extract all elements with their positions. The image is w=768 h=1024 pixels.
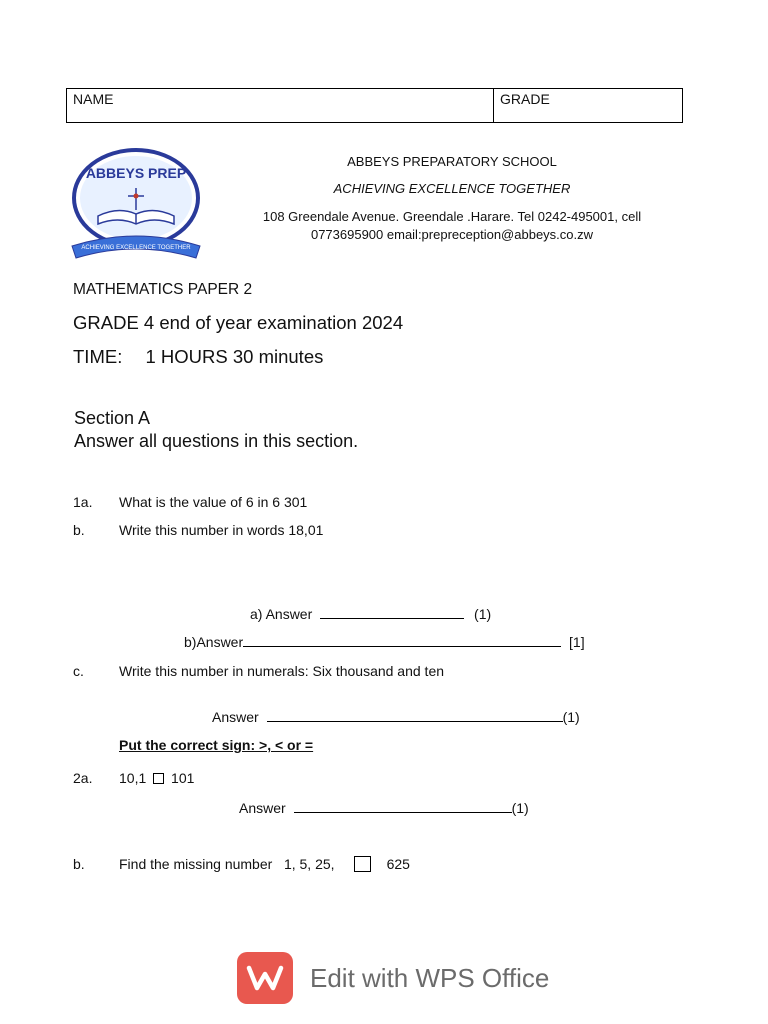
sign-box[interactable] [153,773,164,784]
answer-b-row [184,634,585,650]
logo-title: ABBEYS PREP [85,165,187,181]
name-grade-box [66,88,683,123]
answer-2a-row [239,800,529,816]
school-address [232,208,672,244]
address-line-2: 0773695900 email:prepreception@abbeys.co.zw [310,227,594,242]
q2b-end-value: 625 [386,856,410,872]
answer-c-mark: (1) [562,709,580,725]
answer-a-row [250,606,491,622]
q1b-text: Write this number in words 18,01 [119,522,324,538]
logo-ribbon-text: ACHIEVING EXCELLENCE TOGETHER [81,245,191,251]
name-field[interactable]: NAME [67,89,494,122]
answer-a-line[interactable] [320,617,464,619]
answer-b-line[interactable] [243,645,561,647]
wps-edit-label[interactable]: Edit with WPS Office [310,962,550,993]
q1c-number: c. [73,663,84,679]
grade-field[interactable]: GRADE [500,91,550,107]
q2a-left-value: 10,1 [119,770,147,786]
q1c-text: Write this number in numerals: Six thousand and ten [119,663,445,679]
answer-2a-line[interactable] [294,811,512,813]
answer-2a-mark: (1) [511,800,529,816]
q1a-number: 1a. [73,494,93,510]
answer-b-label: b)Answer [184,634,244,650]
grade-line: GRADE 4 end of year examination 2024 [73,312,404,333]
section-title: Section A [74,408,151,428]
school-motto: ACHIEVING EXCELLENCE TOGETHER [333,181,571,196]
answer-b-mark: [1] [569,634,585,650]
section-instruction: Answer all questions in this section. [74,431,359,451]
q2b-row [119,856,410,872]
answer-c-row [212,709,580,725]
answer-c-line[interactable] [267,720,563,722]
q2a-right-value: 101 [171,770,195,786]
paper-title: MATHEMATICS PAPER 2 [73,281,253,298]
q1a-text: What is the value of 6 in 6 301 [119,494,308,510]
answer-c-label: Answer [212,709,259,725]
time-value: 1 HOURS 30 minutes [145,346,324,367]
answer-2a-label: Answer [239,800,286,816]
q2b-text: Find the missing number 1, 5, 25, [119,856,335,872]
time-line [73,346,323,368]
q1b-number: b. [73,522,85,538]
q2b-number: b. [73,856,85,872]
address-line-1: 108 Greendale Avenue. Greendale .Harare. Tel 0242-495001, cell [262,209,642,224]
missing-number-box[interactable] [354,856,371,872]
time-label: TIME: [73,346,123,367]
q2a-text [119,770,194,786]
school-name: ABBEYS PREPARATORY SCHOOL [347,154,557,169]
q2a-number: 2a. [73,770,93,786]
school-logo [68,148,204,266]
answer-a-mark: (1) [474,606,492,622]
sign-heading: Put the correct sign: >, < or = [119,737,314,753]
wps-logo-icon [237,952,293,1004]
answer-a-label: a) Answer [250,606,313,622]
wps-edit-banner[interactable] [237,952,549,1004]
